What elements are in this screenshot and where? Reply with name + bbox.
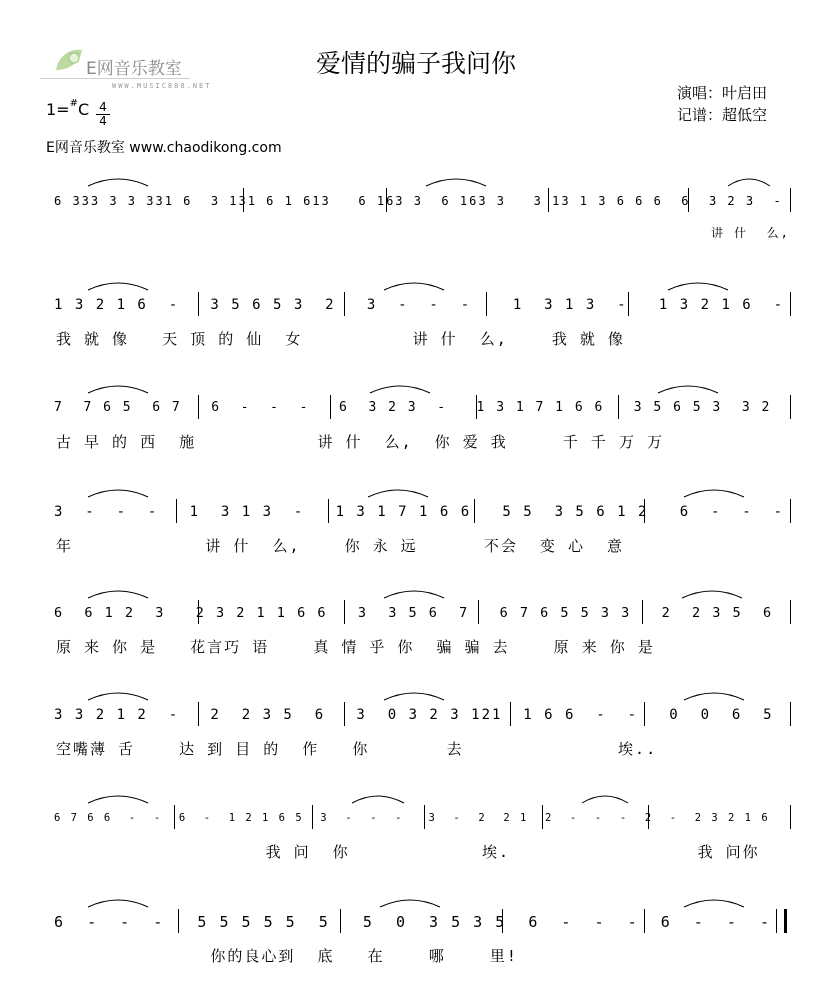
slur-arc <box>384 283 444 290</box>
slur-arc <box>88 591 148 598</box>
bar-line <box>790 600 791 624</box>
slur-arc <box>88 490 148 497</box>
slur-arc <box>668 283 728 290</box>
key-note: C <box>77 100 90 119</box>
singer-credit: 演唱：叶启田 <box>677 84 768 102</box>
sharp-sign: # <box>69 98 78 109</box>
slur-arc <box>88 900 148 907</box>
key-prefix: 1= <box>46 100 70 119</box>
note-line: 6 333 3 3 331 6 3 131 6 1 613 6 163 3 6 163 3 3 13 1 3 6 6 6 6 3 2 3 - <box>54 194 783 208</box>
lyric-line: 讲 什 么, <box>56 226 790 240</box>
slur-arc <box>384 693 444 700</box>
time-signature <box>96 101 110 128</box>
credits <box>677 82 767 126</box>
bar-line <box>790 702 791 726</box>
slur-arc <box>88 796 148 803</box>
lyric-line: 你的良心到 底 在 哪 里! <box>56 947 518 965</box>
lyric-line: 我 就 像 天 顶 的 仙 女 讲 什 么, 我 就 像 <box>56 330 625 348</box>
logo-name: E网音乐教室 <box>86 59 182 79</box>
slur-arc <box>370 386 430 393</box>
bar-line <box>790 805 791 829</box>
slur-arc <box>582 796 628 803</box>
slur-arc <box>728 179 770 186</box>
note-line: 6 7 6 6 - - 6 - 1 2 1 6 5 3 - - - 3 - 2 2 1 2 - - - 2 - 2 3 2 1 6 <box>54 812 770 824</box>
bar-line <box>776 909 777 933</box>
slur-arc <box>384 591 444 598</box>
note-line: 7 7 6 5 6 7 6 - - - 6 3 2 3 - 1 3 1 7 1 6 6 3 5 6 5 3 3 2 <box>54 400 772 415</box>
slur-arc <box>684 900 744 907</box>
notation-credit: 记谱：超低空 <box>677 106 768 124</box>
note-line: 6 6 1 2 3 2 3 2 1 1 6 6 3 3 5 6 7 6 7 6 5 5 3 3 2 2 3 5 6 <box>54 605 774 621</box>
lyric-line: 年 讲 什 么, 你 永 远 不会 变 心 意 <box>56 537 625 555</box>
bar-line <box>790 499 791 523</box>
slur-arc <box>426 179 486 186</box>
slur-arc <box>352 796 404 803</box>
bar-line <box>790 292 791 316</box>
lyric-line: 古 早 的 西 施 讲 什 么, 你 爱 我 千 千 万 万 <box>56 433 664 451</box>
slur-arc <box>88 386 148 393</box>
slur-arc <box>684 490 744 497</box>
time-top: 4 <box>99 100 107 114</box>
lyric-line: 我 问 你 埃. 我 问你 <box>56 843 760 861</box>
slur-arc <box>684 693 744 700</box>
slur-arc <box>88 179 148 186</box>
bar-line <box>790 395 791 419</box>
lyric-line: 空嘴薄 舌 达 到 目 的 作 你 去 埃.. <box>56 740 658 758</box>
slur-arc <box>380 900 440 907</box>
bar-line <box>784 909 787 933</box>
slur-arc <box>88 283 148 290</box>
slur-arc <box>88 693 148 700</box>
note-line: 3 3 2 1 2 - 2 2 3 5 6 3 0 3 2 3 121 1 6 6 - - 0 0 6 5 <box>54 707 774 723</box>
bar-line <box>790 188 791 212</box>
site-line: E网音乐教室 www.chaodikong.com <box>46 140 282 156</box>
slur-arc <box>658 386 718 393</box>
song-title: 爱情的骗子我问你 <box>315 49 516 78</box>
key-signature <box>46 100 89 119</box>
note-line: 1 3 2 1 6 - 3 5 6 5 3 2 3 - - - 1 3 1 3 - 1 3 2 1 6 - <box>54 297 785 313</box>
note-line: 3 - - - 1 3 1 3 - 1 3 1 7 1 6 6 5 5 3 5 6 1 2 6 - - - <box>54 504 785 520</box>
time-bottom: 4 <box>99 114 107 128</box>
slur-arc <box>368 490 428 497</box>
note-line: 6 - - - 5 5 5 5 5 5 5 0 3 5 3 5 6 - - - 6 - - - <box>54 913 771 931</box>
lyric-line: 原 来 你 是 花言巧 语 真 情 乎 你 骗 骗 去 原 来 你 是 <box>56 638 655 656</box>
logo-url: WWW.MUSIC888.NET <box>112 82 212 90</box>
slur-arc <box>682 591 742 598</box>
